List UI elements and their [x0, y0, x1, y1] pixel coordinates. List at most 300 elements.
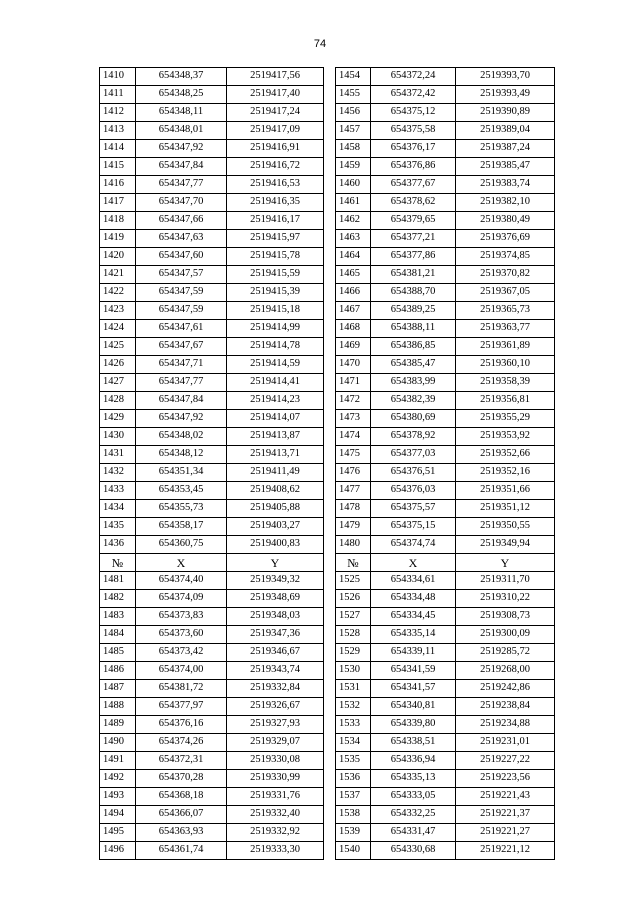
- point-number: 1536: [336, 770, 371, 788]
- column-gap: [324, 734, 336, 752]
- point-number: 1416: [100, 176, 136, 194]
- header-number: №: [336, 554, 371, 572]
- x-coordinate: 654377,67: [371, 176, 456, 194]
- y-coordinate: 2519365,73: [456, 302, 555, 320]
- point-number: 1529: [336, 644, 371, 662]
- point-number: 1410: [100, 68, 136, 86]
- y-coordinate: 2519415,59: [227, 266, 324, 284]
- y-coordinate: 2519415,18: [227, 302, 324, 320]
- x-coordinate: 654374,09: [136, 590, 227, 608]
- x-coordinate: 654353,45: [136, 482, 227, 500]
- table-row: [100, 122, 555, 140]
- point-number: 1427: [100, 374, 136, 392]
- column-gap: [324, 752, 336, 770]
- x-coordinate: 654347,84: [136, 392, 227, 410]
- y-coordinate: 2519411,49: [227, 464, 324, 482]
- x-coordinate: 654348,12: [136, 446, 227, 464]
- table-row: [100, 194, 555, 212]
- y-coordinate: 2519416,53: [227, 176, 324, 194]
- column-gap: [324, 266, 336, 284]
- point-number: 1454: [336, 68, 371, 86]
- point-number: 1491: [100, 752, 136, 770]
- x-coordinate: 654347,70: [136, 194, 227, 212]
- point-number: 1479: [336, 518, 371, 536]
- column-gap: [324, 680, 336, 698]
- x-coordinate: 654347,67: [136, 338, 227, 356]
- y-coordinate: 2519370,82: [456, 266, 555, 284]
- point-number: 1475: [336, 446, 371, 464]
- column-gap: [324, 572, 336, 590]
- y-coordinate: 2519242,86: [456, 680, 555, 698]
- table-row: [100, 428, 555, 446]
- point-number: 1539: [336, 824, 371, 842]
- column-gap: [324, 608, 336, 626]
- point-number: 1412: [100, 104, 136, 122]
- point-number: 1527: [336, 608, 371, 626]
- point-number: 1540: [336, 842, 371, 860]
- point-number: 1526: [336, 590, 371, 608]
- point-number: 1477: [336, 482, 371, 500]
- y-coordinate: 2519414,99: [227, 320, 324, 338]
- y-coordinate: 2519348,69: [227, 590, 324, 608]
- point-number: 1413: [100, 122, 136, 140]
- point-number: 1478: [336, 500, 371, 518]
- header-y: Y: [456, 554, 555, 572]
- column-gap: [324, 410, 336, 428]
- table-row: [100, 284, 555, 302]
- point-number: 1424: [100, 320, 136, 338]
- y-coordinate: 2519416,35: [227, 194, 324, 212]
- point-number: 1530: [336, 662, 371, 680]
- y-coordinate: 2519413,87: [227, 428, 324, 446]
- x-coordinate: 654368,18: [136, 788, 227, 806]
- column-gap: [324, 338, 336, 356]
- point-number: 1487: [100, 680, 136, 698]
- x-coordinate: 654334,61: [371, 572, 456, 590]
- x-coordinate: 654347,61: [136, 320, 227, 338]
- x-coordinate: 654338,51: [371, 734, 456, 752]
- y-coordinate: 2519393,49: [456, 86, 555, 104]
- y-coordinate: 2519376,69: [456, 230, 555, 248]
- point-number: 1466: [336, 284, 371, 302]
- point-number: 1495: [100, 824, 136, 842]
- point-number: 1486: [100, 662, 136, 680]
- y-coordinate: 2519348,03: [227, 608, 324, 626]
- y-coordinate: 2519405,88: [227, 500, 324, 518]
- x-coordinate: 654377,97: [136, 698, 227, 716]
- x-coordinate: 654348,02: [136, 428, 227, 446]
- y-coordinate: 2519331,76: [227, 788, 324, 806]
- header-x: X: [371, 554, 456, 572]
- point-number: 1429: [100, 410, 136, 428]
- y-coordinate: 2519330,99: [227, 770, 324, 788]
- y-coordinate: 2519223,56: [456, 770, 555, 788]
- table-row: [100, 410, 555, 428]
- x-coordinate: 654380,69: [371, 410, 456, 428]
- y-coordinate: 2519390,89: [456, 104, 555, 122]
- point-number: 1462: [336, 212, 371, 230]
- y-coordinate: 2519363,77: [456, 320, 555, 338]
- x-coordinate: 654332,25: [371, 806, 456, 824]
- y-coordinate: 2519352,16: [456, 464, 555, 482]
- y-coordinate: 2519231,01: [456, 734, 555, 752]
- y-coordinate: 2519329,07: [227, 734, 324, 752]
- column-gap: [324, 482, 336, 500]
- y-coordinate: 2519349,94: [456, 536, 555, 554]
- column-gap: [324, 788, 336, 806]
- x-coordinate: 654348,37: [136, 68, 227, 86]
- x-coordinate: 654376,03: [371, 482, 456, 500]
- table-row: [100, 536, 555, 554]
- point-number: 1419: [100, 230, 136, 248]
- x-coordinate: 654385,47: [371, 356, 456, 374]
- table-row: [100, 302, 555, 320]
- column-gap: [324, 536, 336, 554]
- point-number: 1473: [336, 410, 371, 428]
- x-coordinate: 654341,57: [371, 680, 456, 698]
- y-coordinate: 2519417,40: [227, 86, 324, 104]
- point-number: 1423: [100, 302, 136, 320]
- x-coordinate: 654339,11: [371, 644, 456, 662]
- x-coordinate: 654347,71: [136, 356, 227, 374]
- x-coordinate: 654388,11: [371, 320, 456, 338]
- x-coordinate: 654377,03: [371, 446, 456, 464]
- x-coordinate: 654386,85: [371, 338, 456, 356]
- point-number: 1535: [336, 752, 371, 770]
- x-coordinate: 654375,15: [371, 518, 456, 536]
- x-coordinate: 654372,31: [136, 752, 227, 770]
- table-row: [100, 518, 555, 536]
- x-coordinate: 654335,14: [371, 626, 456, 644]
- point-number: 1425: [100, 338, 136, 356]
- point-number: 1538: [336, 806, 371, 824]
- table-row: [100, 248, 555, 266]
- y-coordinate: 2519343,74: [227, 662, 324, 680]
- y-coordinate: 2519332,40: [227, 806, 324, 824]
- x-coordinate: 654347,57: [136, 266, 227, 284]
- column-gap: [324, 230, 336, 248]
- y-coordinate: 2519416,17: [227, 212, 324, 230]
- y-coordinate: 2519349,32: [227, 572, 324, 590]
- y-coordinate: 2519415,39: [227, 284, 324, 302]
- x-coordinate: 654378,62: [371, 194, 456, 212]
- table-row: [100, 788, 555, 806]
- point-number: 1460: [336, 176, 371, 194]
- point-number: 1482: [100, 590, 136, 608]
- y-coordinate: 2519380,49: [456, 212, 555, 230]
- column-gap: [324, 698, 336, 716]
- y-coordinate: 2519393,70: [456, 68, 555, 86]
- point-number: 1528: [336, 626, 371, 644]
- point-number: 1458: [336, 140, 371, 158]
- y-coordinate: 2519416,72: [227, 158, 324, 176]
- table-row: [100, 158, 555, 176]
- x-coordinate: 654347,63: [136, 230, 227, 248]
- point-number: 1433: [100, 482, 136, 500]
- point-number: 1480: [336, 536, 371, 554]
- table-row: [100, 104, 555, 122]
- x-coordinate: 654377,21: [371, 230, 456, 248]
- x-coordinate: 654348,11: [136, 104, 227, 122]
- x-coordinate: 654347,66: [136, 212, 227, 230]
- y-coordinate: 2519389,04: [456, 122, 555, 140]
- column-gap: [324, 86, 336, 104]
- x-coordinate: 654379,65: [371, 212, 456, 230]
- point-number: 1428: [100, 392, 136, 410]
- table-row: [100, 752, 555, 770]
- x-coordinate: 654376,16: [136, 716, 227, 734]
- table-row: [100, 716, 555, 734]
- x-coordinate: 654333,05: [371, 788, 456, 806]
- y-coordinate: 2519346,67: [227, 644, 324, 662]
- y-coordinate: 2519361,89: [456, 338, 555, 356]
- y-coordinate: 2519358,39: [456, 374, 555, 392]
- point-number: 1435: [100, 518, 136, 536]
- y-coordinate: 2519355,29: [456, 410, 555, 428]
- column-gap: [324, 284, 336, 302]
- point-number: 1490: [100, 734, 136, 752]
- x-coordinate: 654388,70: [371, 284, 456, 302]
- table-row: [100, 572, 555, 590]
- x-coordinate: 654375,58: [371, 122, 456, 140]
- table-row: [100, 626, 555, 644]
- header-x: X: [136, 554, 227, 572]
- y-coordinate: 2519417,09: [227, 122, 324, 140]
- y-coordinate: 2519310,22: [456, 590, 555, 608]
- point-number: 1422: [100, 284, 136, 302]
- table-row: [100, 482, 555, 500]
- point-number: 1431: [100, 446, 136, 464]
- point-number: 1489: [100, 716, 136, 734]
- y-coordinate: 2519414,07: [227, 410, 324, 428]
- point-number: 1459: [336, 158, 371, 176]
- x-coordinate: 654381,21: [371, 266, 456, 284]
- point-number: 1532: [336, 698, 371, 716]
- y-coordinate: 2519403,27: [227, 518, 324, 536]
- table-row: [100, 392, 555, 410]
- table-row: [100, 824, 555, 842]
- column-gap: [324, 374, 336, 392]
- point-number: 1455: [336, 86, 371, 104]
- x-coordinate: 654373,83: [136, 608, 227, 626]
- y-coordinate: 2519221,43: [456, 788, 555, 806]
- x-coordinate: 654372,42: [371, 86, 456, 104]
- point-number: 1537: [336, 788, 371, 806]
- column-gap: [324, 842, 336, 860]
- x-coordinate: 654389,25: [371, 302, 456, 320]
- column-gap: [324, 392, 336, 410]
- point-number: 1430: [100, 428, 136, 446]
- table-row: [100, 590, 555, 608]
- y-coordinate: 2519332,92: [227, 824, 324, 842]
- x-coordinate: 654366,07: [136, 806, 227, 824]
- x-coordinate: 654376,86: [371, 158, 456, 176]
- point-number: 1434: [100, 500, 136, 518]
- y-coordinate: 2519417,24: [227, 104, 324, 122]
- column-gap: [324, 356, 336, 374]
- table-row: [100, 176, 555, 194]
- point-number: 1474: [336, 428, 371, 446]
- y-coordinate: 2519356,81: [456, 392, 555, 410]
- point-number: 1488: [100, 698, 136, 716]
- point-number: 1414: [100, 140, 136, 158]
- y-coordinate: 2519221,37: [456, 806, 555, 824]
- table-row: [100, 608, 555, 626]
- point-number: 1476: [336, 464, 371, 482]
- x-coordinate: 654374,74: [371, 536, 456, 554]
- x-coordinate: 654374,00: [136, 662, 227, 680]
- table-row: [100, 230, 555, 248]
- y-coordinate: 2519415,78: [227, 248, 324, 266]
- table-header-row: [100, 554, 555, 572]
- table-row: [100, 500, 555, 518]
- table-row: [100, 212, 555, 230]
- y-coordinate: 2519416,91: [227, 140, 324, 158]
- y-coordinate: 2519414,41: [227, 374, 324, 392]
- x-coordinate: 654376,17: [371, 140, 456, 158]
- y-coordinate: 2519408,62: [227, 482, 324, 500]
- x-coordinate: 654375,57: [371, 500, 456, 518]
- column-gap: [324, 518, 336, 536]
- header-y: Y: [227, 554, 324, 572]
- column-gap: [324, 464, 336, 482]
- point-number: 1468: [336, 320, 371, 338]
- point-number: 1432: [100, 464, 136, 482]
- y-coordinate: 2519330,08: [227, 752, 324, 770]
- column-gap: [324, 446, 336, 464]
- column-gap: [324, 320, 336, 338]
- point-number: 1467: [336, 302, 371, 320]
- x-coordinate: 654331,47: [371, 824, 456, 842]
- point-number: 1415: [100, 158, 136, 176]
- x-coordinate: 654370,28: [136, 770, 227, 788]
- x-coordinate: 654347,77: [136, 374, 227, 392]
- x-coordinate: 654383,99: [371, 374, 456, 392]
- y-coordinate: 2519400,83: [227, 536, 324, 554]
- x-coordinate: 654335,13: [371, 770, 456, 788]
- point-number: 1481: [100, 572, 136, 590]
- table-row: [100, 68, 555, 86]
- y-coordinate: 2519360,10: [456, 356, 555, 374]
- y-coordinate: 2519414,78: [227, 338, 324, 356]
- point-number: 1417: [100, 194, 136, 212]
- y-coordinate: 2519383,74: [456, 176, 555, 194]
- x-coordinate: 654372,24: [371, 68, 456, 86]
- column-gap: [324, 212, 336, 230]
- column-gap: [324, 500, 336, 518]
- point-number: 1525: [336, 572, 371, 590]
- x-coordinate: 654373,60: [136, 626, 227, 644]
- y-coordinate: 2519374,85: [456, 248, 555, 266]
- table-row: [100, 734, 555, 752]
- y-coordinate: 2519347,36: [227, 626, 324, 644]
- y-coordinate: 2519414,23: [227, 392, 324, 410]
- y-coordinate: 2519285,72: [456, 644, 555, 662]
- x-coordinate: 654377,86: [371, 248, 456, 266]
- column-gap: [324, 194, 336, 212]
- y-coordinate: 2519234,88: [456, 716, 555, 734]
- point-number: 1534: [336, 734, 371, 752]
- point-number: 1485: [100, 644, 136, 662]
- x-coordinate: 654340,81: [371, 698, 456, 716]
- y-coordinate: 2519414,59: [227, 356, 324, 374]
- table-row: [100, 680, 555, 698]
- y-coordinate: 2519268,00: [456, 662, 555, 680]
- y-coordinate: 2519415,97: [227, 230, 324, 248]
- column-gap: [324, 824, 336, 842]
- column-gap: [324, 770, 336, 788]
- x-coordinate: 654347,59: [136, 302, 227, 320]
- y-coordinate: 2519353,92: [456, 428, 555, 446]
- point-number: 1531: [336, 680, 371, 698]
- y-coordinate: 2519382,10: [456, 194, 555, 212]
- x-coordinate: 654378,92: [371, 428, 456, 446]
- x-coordinate: 654376,51: [371, 464, 456, 482]
- x-coordinate: 654347,84: [136, 158, 227, 176]
- x-coordinate: 654375,12: [371, 104, 456, 122]
- point-number: 1469: [336, 338, 371, 356]
- x-coordinate: 654373,42: [136, 644, 227, 662]
- table-row: [100, 644, 555, 662]
- x-coordinate: 654339,80: [371, 716, 456, 734]
- table-row: [100, 770, 555, 788]
- table-row: [100, 320, 555, 338]
- x-coordinate: 654360,75: [136, 536, 227, 554]
- x-coordinate: 654334,48: [371, 590, 456, 608]
- x-coordinate: 654347,92: [136, 140, 227, 158]
- y-coordinate: 2519326,67: [227, 698, 324, 716]
- point-number: 1494: [100, 806, 136, 824]
- column-gap: [324, 806, 336, 824]
- y-coordinate: 2519413,71: [227, 446, 324, 464]
- column-gap: [324, 176, 336, 194]
- column-gap: [324, 302, 336, 320]
- y-coordinate: 2519367,05: [456, 284, 555, 302]
- table-row: [100, 842, 555, 860]
- x-coordinate: 654358,17: [136, 518, 227, 536]
- y-coordinate: 2519238,84: [456, 698, 555, 716]
- column-gap: [324, 158, 336, 176]
- column-gap: [324, 122, 336, 140]
- x-coordinate: 654341,59: [371, 662, 456, 680]
- header-number: №: [100, 554, 136, 572]
- column-gap: [324, 248, 336, 266]
- point-number: 1426: [100, 356, 136, 374]
- coordinates-table: [99, 67, 555, 860]
- x-coordinate: 654330,68: [371, 842, 456, 860]
- point-number: 1496: [100, 842, 136, 860]
- column-gap: [324, 428, 336, 446]
- x-coordinate: 654347,77: [136, 176, 227, 194]
- x-coordinate: 654348,25: [136, 86, 227, 104]
- table-row: [100, 266, 555, 284]
- y-coordinate: 2519333,30: [227, 842, 324, 860]
- table-row: [100, 356, 555, 374]
- column-gap: [324, 140, 336, 158]
- point-number: 1418: [100, 212, 136, 230]
- y-coordinate: 2519417,56: [227, 68, 324, 86]
- x-coordinate: 654374,26: [136, 734, 227, 752]
- table-row: [100, 698, 555, 716]
- y-coordinate: 2519332,84: [227, 680, 324, 698]
- point-number: 1533: [336, 716, 371, 734]
- point-number: 1472: [336, 392, 371, 410]
- x-coordinate: 654381,72: [136, 680, 227, 698]
- x-coordinate: 654361,74: [136, 842, 227, 860]
- table-row: [100, 140, 555, 158]
- x-coordinate: 654351,34: [136, 464, 227, 482]
- point-number: 1492: [100, 770, 136, 788]
